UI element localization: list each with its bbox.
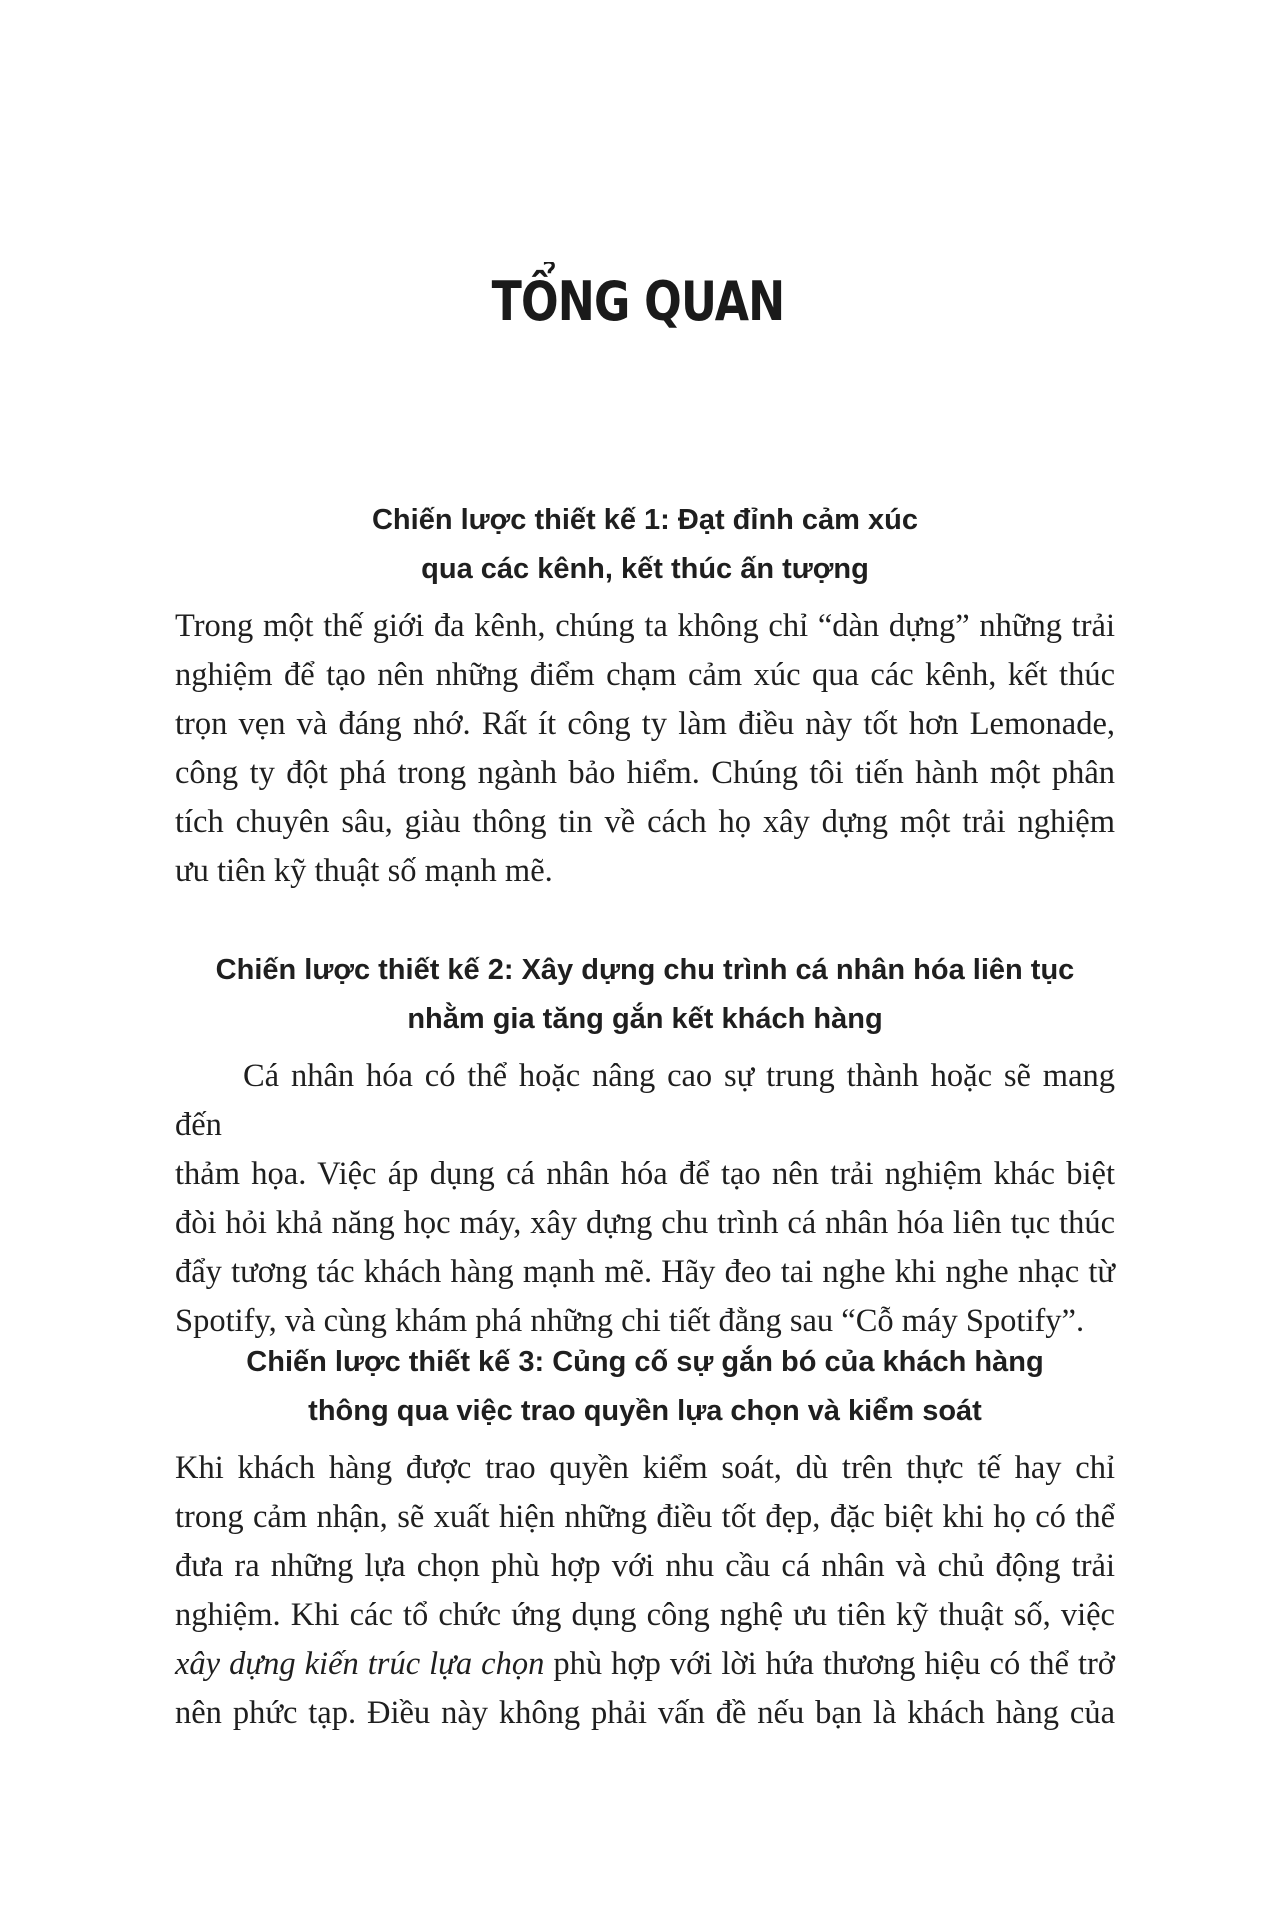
section-strategy-2 [175, 946, 1115, 1346]
section-heading [175, 946, 1115, 1044]
body-line: Khi khách hàng được trao quyền kiểm soát, dù trên thực tế hay chỉ [175, 1450, 1115, 1486]
section-body [175, 602, 1115, 896]
body-line: thảm họa. Việc áp dụng cá nhân hóa để tạo nên trải nghiệm khác biệt [175, 1156, 1115, 1192]
section-strategy-3 [175, 1338, 1115, 1738]
body-line: nên phức tạp. Điều này không phải vấn đề nếu bạn là khách hàng của [175, 1695, 1115, 1731]
body-line: đẩy tương tác khách hàng mạnh mẽ. Hãy đeo tai nghe khi nghe nhạc từ [175, 1254, 1115, 1290]
body-line: nghiệm. Khi các tổ chức ứng dụng công nghệ ưu tiên kỹ thuật số, việc [175, 1597, 1115, 1633]
heading-line: Chiến lược thiết kế 1: Đạt đỉnh cảm xúc [371, 504, 918, 536]
body-line: nghiệm để tạo nên những điểm chạm cảm xúc qua các kênh, kết thúc [175, 657, 1115, 693]
body-line: Cá nhân hóa có thể hoặc nâng cao sự trung thành hoặc sẽ mang đến [175, 1058, 1115, 1143]
body-line-rest: phù hợp với lời hứa thương hiệu có thể trở [544, 1646, 1115, 1682]
heading-line: Chiến lược thiết kế 3: Củng cố sự gắn bó của khách hàng [246, 1346, 1044, 1378]
body-line: Trong một thế giới đa kênh, chúng ta không chỉ “dàn dựng” những trải [175, 608, 1115, 644]
body-line: đưa ra những lựa chọn phù hợp với nhu cầu cá nhân và chủ động trải [175, 1548, 1115, 1584]
heading-line: Chiến lược thiết kế 2: Xây dựng chu trình cá nhân hóa liên tục [215, 954, 1075, 986]
section-strategy-1 [175, 496, 1115, 896]
heading-line: qua các kênh, kết thúc ấn tượng [421, 553, 869, 585]
body-line: trong cảm nhận, sẽ xuất hiện những điều tốt đẹp, đặc biệt khi họ có thể [175, 1499, 1115, 1535]
italic-phrase: xây dựng kiến trúc lựa chọn [175, 1646, 545, 1682]
section-heading [175, 496, 1115, 594]
body-line: ưu tiên kỹ thuật số mạnh mẽ. [175, 853, 553, 889]
body-line: Spotify, và cùng khám phá những chi tiết đằng sau “Cỗ máy Spotify”. [175, 1303, 1085, 1339]
body-line [175, 1640, 1115, 1689]
page-title: TỔNG QUAN [491, 270, 785, 333]
section-heading [175, 1338, 1115, 1436]
section-body [175, 1444, 1115, 1738]
heading-line: thông qua việc trao quyền lựa chọn và kiểm soát [308, 1395, 982, 1427]
body-line: đòi hỏi khả năng học máy, xây dựng chu trình cá nhân hóa liên tục thúc [175, 1205, 1115, 1241]
body-line: trọn vẹn và đáng nhớ. Rất ít công ty làm điều này tốt hơn Lemonade, [175, 706, 1115, 742]
body-line: công ty đột phá trong ngành bảo hiểm. Chúng tôi tiến hành một phân [175, 755, 1115, 791]
section-body [175, 1052, 1115, 1346]
body-line: tích chuyên sâu, giàu thông tin về cách họ xây dựng một trải nghiệm [175, 804, 1115, 840]
heading-line: nhằm gia tăng gắn kết khách hàng [407, 1003, 883, 1035]
